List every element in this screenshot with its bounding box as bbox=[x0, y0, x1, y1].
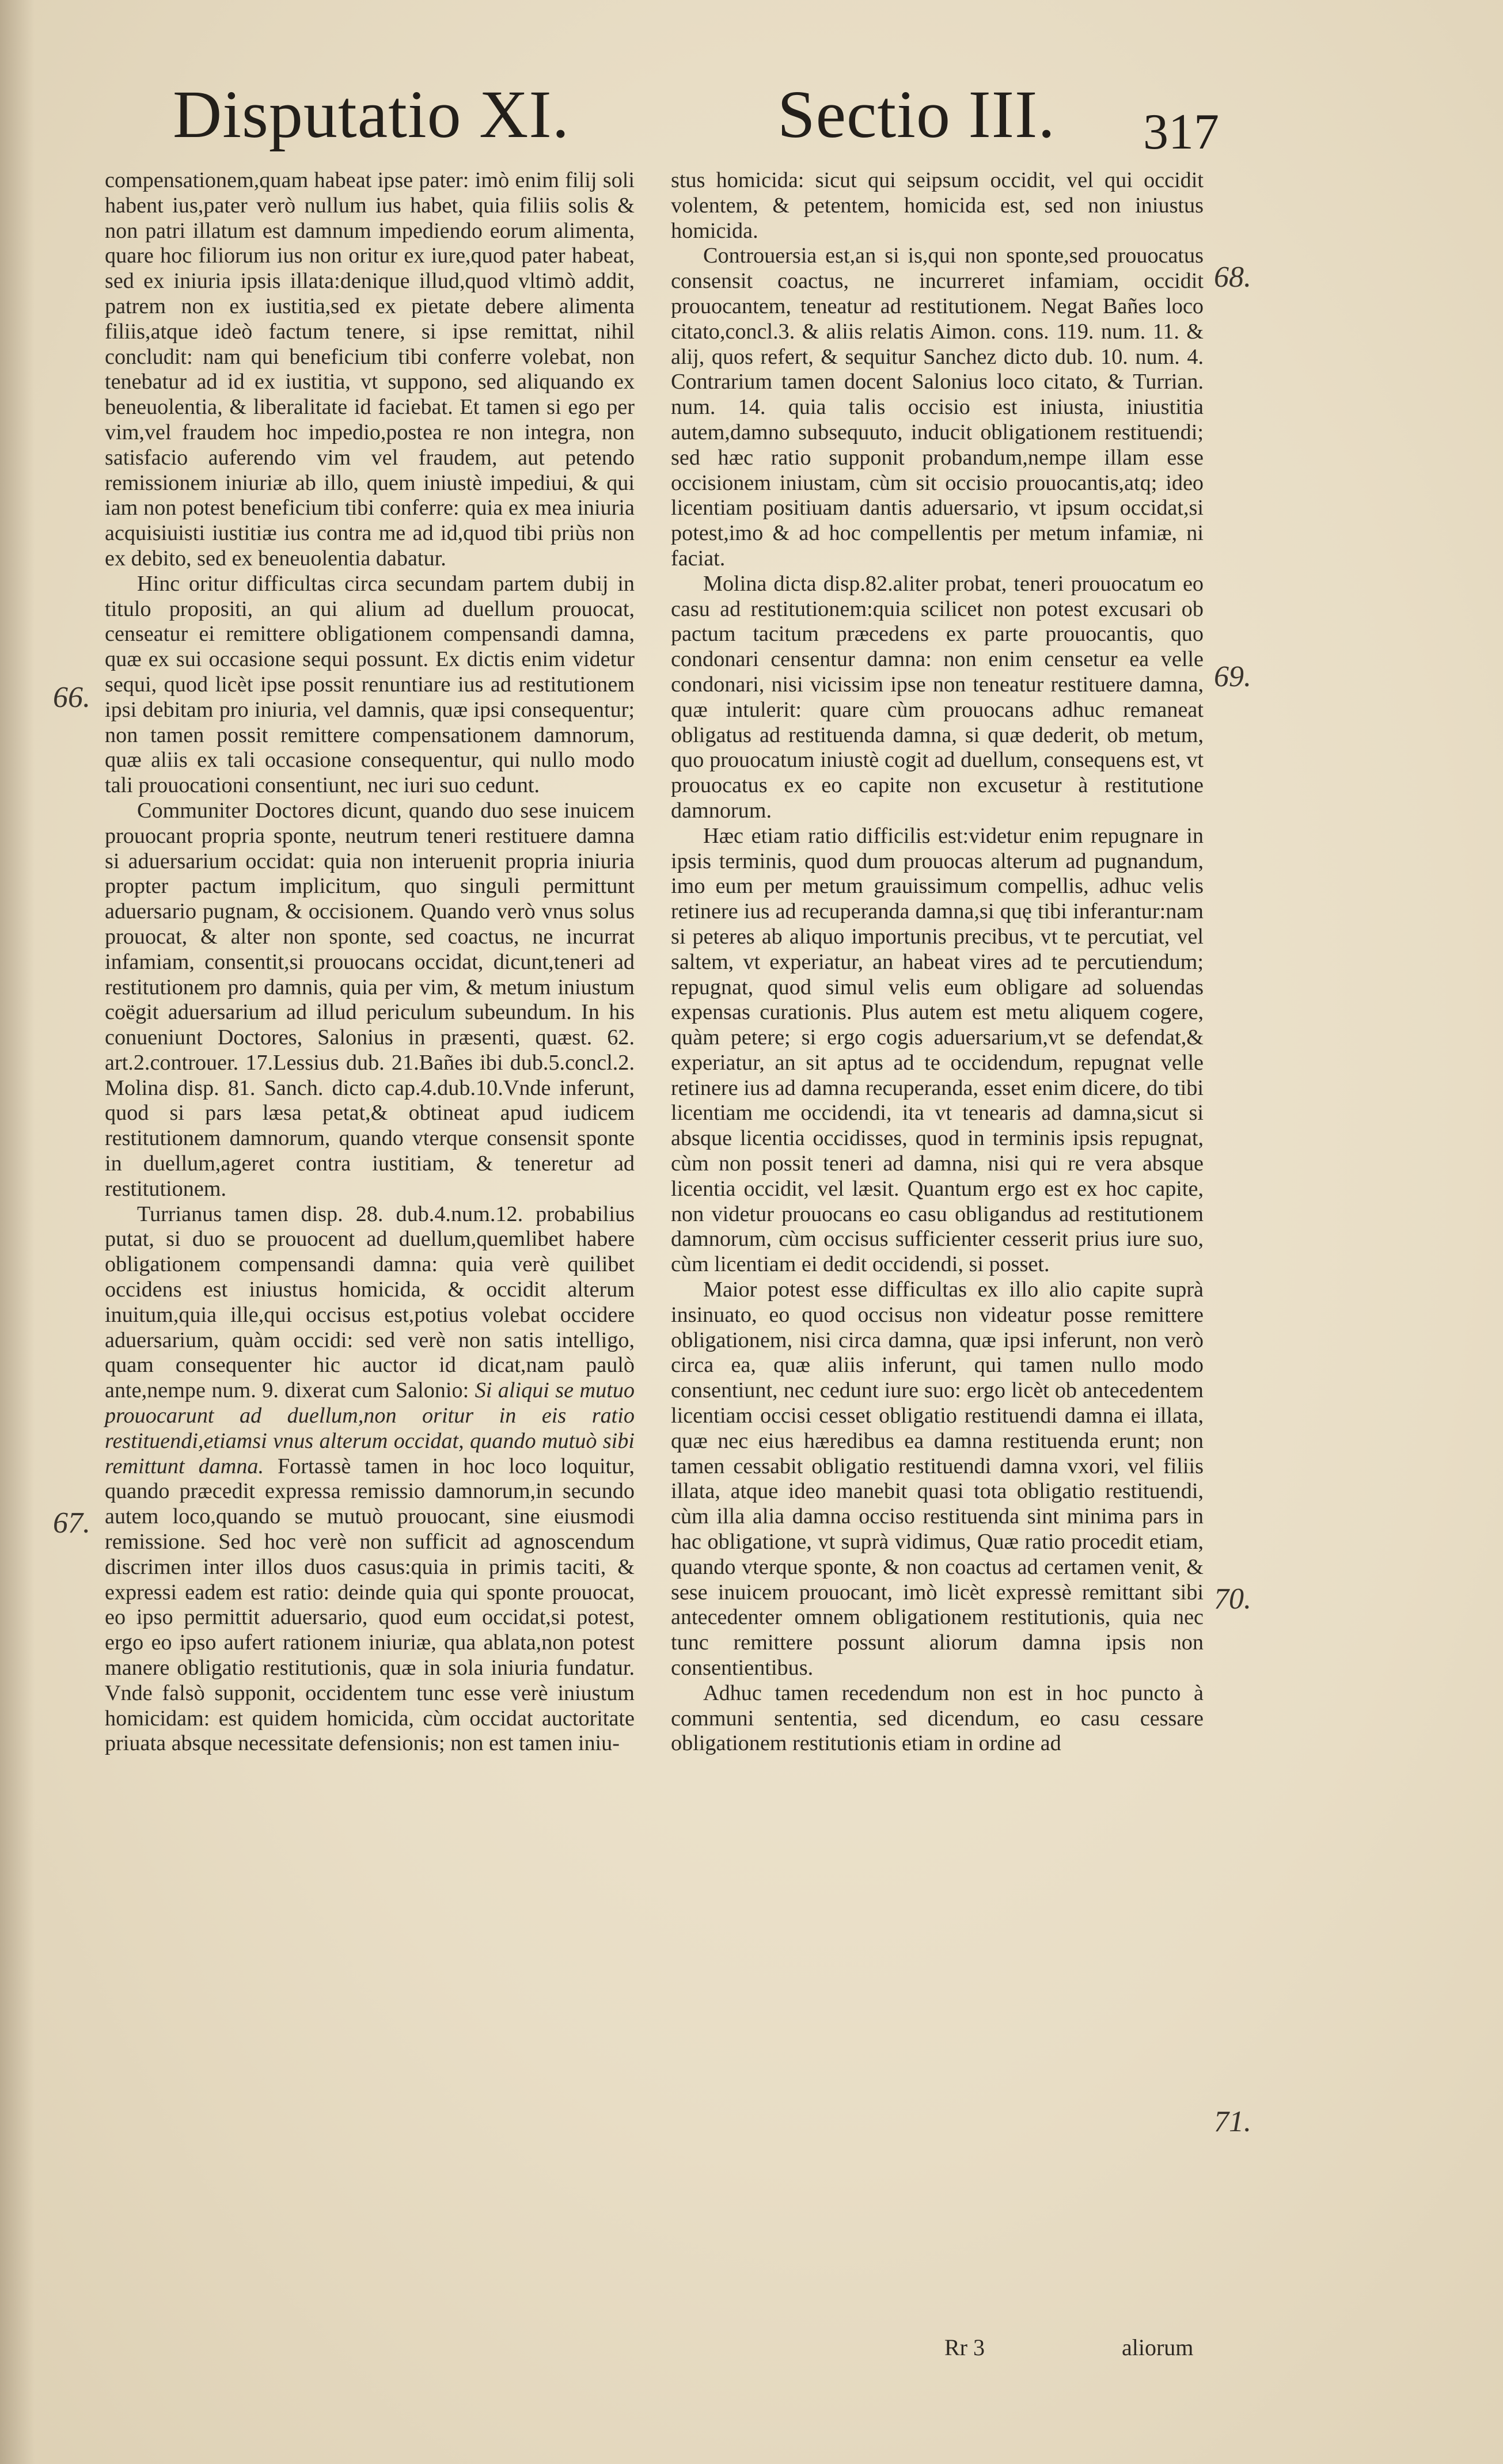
margin-number-66: 66. bbox=[53, 681, 90, 714]
paragraph bbox=[105, 1202, 635, 1757]
paragraph: Molina dicta disp.82.aliter probat, teneri prouocatum eo casu ad restitutionem:quia scilicet non potest excusari ob pactum tacitum præcedens ex parte prouocantis, quo condonari censentur damna: non enim censetur ea velle condonari, nisi vicissim ipse non teneatur restituere damna, quæ intulerit: quare cùm prouocans adhuc remaneat obligatus ad restituenda damna, si quæ dederit, ob metum, quo prouocatum iniustè cogit ad duellum, consequens est, vt prouocatus ex eo capite non excusetur à restitutione damnorum. bbox=[671, 571, 1204, 823]
page-number: 317 bbox=[1143, 104, 1219, 160]
margin-number-71: 71. bbox=[1214, 2105, 1251, 2138]
paragraph: stus homicida: sicut qui seipsum occidit, vel qui occidit volentem, & petentem, homicida est, sed non iniustus homicida. bbox=[671, 168, 1204, 243]
paragraph: compensationem,quam habeat ipse pater: imò enim filij soli habent ius,pater verò nullum ius habet, quia filiis solis & non patri illatum est damnum impediendo eorum alimenta, quare hoc filiorum ius non oritur ex iure,quod pater habeat, sed ex iniuria ipsis illata:denique illud,quod vltimò addit, patrem non ex iustitia,sed ex pietate debere alimenta filiis,atque ideò factum tenere, si ipse remittat, nihil concludit: nam qui beneficium tibi conferre volebat, non tenebatur ad id ex iustitia, vt suppono, sed aliquando ex beneuolentia, & liberalitate id faciebat. Et tamen si ego per vim,vel fraudem hoc impedio,postea re non integra, non satisfacio auferendo vim vel fraudem, aut petendo remissionem iniuriæ ab illo, quem iniustè impediui, & qui iam non potest beneficium tibi conferre: quia ex mea iniuria acquisiuisti iustitiæ ius contra me ad id,quod tibi priùs non ex debito, sed ex beneuolentia dabatur. bbox=[105, 168, 635, 571]
right-column bbox=[671, 168, 1204, 1756]
margin-number-70: 70. bbox=[1214, 1583, 1251, 1615]
paragraph: Hinc oritur difficultas circa secundam partem dubij in titulo propositi, an qui alium ad duellum prouocat, censeatur ei remittere obligationem compensandi damna, quæ ex sui occasione sequi possunt. Ex dictis enim videtur sequi, quod licèt ipse possit renuntiare ius ad restitutionem ipsi debitam pro iniuria, vel damnis, quæ ipsi consequentur; non tamen possit remittere compensationem damnorum, quæ aliis ex tali occasione consequentur, qui nullo modo tali prouocationi consentiunt, nec iuri suo cedunt. bbox=[105, 571, 635, 798]
paragraph: Adhuc tamen recedendum non est in hoc puncto à communi sententia, sed dicendum, eo casu cessare obligationem restitutionis etiam in ordine ad bbox=[671, 1680, 1204, 1756]
catchword: aliorum bbox=[1122, 2334, 1194, 2360]
section-title: Sectio III. bbox=[777, 77, 1056, 152]
paragraph: Hæc etiam ratio difficilis est:videtur enim repugnare in ipsis terminis, quod dum prouocas alterum ad pugnandum, imo eum per metum grauissimum compellis, adhuc velis retinere ius ad recuperanda damna,si quę tibi inferantur:nam si peteres ab aliquo importunis precibus, vt te percutiat, vel saltem, vt experiatur, an habeat vires ad te percutiendum; repugnat, quod simul velis eum obligare ad soluendas expensas curationis. Plus autem est metu aliquem cogere, quàm petere; si ergo cogis aduersarium,vt se defendat,& experiatur, an sit aptus ad te occidendum, repugnat velle retinere ius ad damna recuperanda, esset enim dicere, do tibi licentiam me occidendi, ita vt tenearis ad damna,sicut si absque licentia occidisses, quod in terminis ipsis repugnat, cùm non possit teneri ad damna, nisi qui re vera absque licentia occidit, vel læsit. Quantum ergo est ex hoc capite, non videtur prouocans eo casu obligandus ad restitutionem damnorum, cùm occisus sufficienter cesserit prius iure suo, cùm licentiam ei dedit occidendi, si posset. bbox=[671, 823, 1204, 1277]
running-title: Disputatio XI. bbox=[173, 77, 570, 152]
italic-quotation: Si aliqui se mutuo prouocarunt ad duellum,non oritur in eis ratio restituendi,etiamsi vnus alterum occidat, quando mutuò sibi remittunt damna. bbox=[105, 1378, 635, 1478]
paragraph: Maior potest esse difficultas ex illo alio capite suprà insinuato, eo quod occisus non videatur posse remittere obligationem, nisi circa damna, quæ ipsi inferunt, non verò circa ea, quæ aliis inferunt, qui tamen nullo modo consentiunt, nec cedunt iure suo: ergo licèt ob antecedentem licentiam occisi cesset obligatio restituendi damna ei illata, quæ nec eius hæredibus ea damna restituenda erunt; non tamen cessabit obligatio restituendi damna vxori, vel filiis illata, atque ideo manebit quasi tota obligatio restituendi, cùm illa alia damna occiso restituenda sint minima pars in hac obligatione, vt suprà vidimus, Quæ ratio procedit etiam, quando vterque sponte, & non coactus ad certamen venit, & sese inuicem prouocant, imò licèt expressè remittant sibi antecedenter omnem obligationem restitutionis, quia nec tunc remittere possunt aliorum damna ipsis non consentientibus. bbox=[671, 1277, 1204, 1680]
paragraph: Communiter Doctores dicunt, quando duo sese inuicem prouocant propria sponte, neutrum teneri restituere damna si aduersarium occidat: quia non interuenit propria iniuria propter pactum implicitum, quo singuli permittunt aduersario pugnam, & occisionem. Quando verò vnus solus prouocat, & alter non sponte, sed coactus, ne incurrat infamiam, consentit,si prouocans occidat, dicunt,teneri ad restitutionem pro damnis, quia per vim, & metum iniustum coëgit aduersarium ad illud periculum subeundum. In his conueniunt Doctores, Salonius in præsenti, quæst. 62. art.2.controuer. 17.Lessius dub. 21.Bañes ibi dub.5.concl.2. Molina disp. 81. Sanch. dicto cap.4.dub.10.Vnde inferunt, quod si pars læsa petat,& obtineat apud iudicem restitutionem damnorum, quando vterque consensit sponte in duellum,ageret contra iustitiam, & teneretur ad restitutionem. bbox=[105, 798, 635, 1201]
text-run: Turrianus tamen disp. 28. dub.4.num.12. probabilius putat, si duo se prouocent ad duellum,quemlibet habere obligationem compensandi damna: quia verè quilibet occidens est iniustus homicida, & occidit alterum inuitum,quia ille,qui occisus est,potius volebat occidere aduersarium, quàm occidi: sed verè non satis intelligo, quam consequenter hic auctor id dicat,nam paulò ante,nempe num. 9. dixerat cum Salonio: bbox=[105, 1201, 635, 1403]
spine-shadow bbox=[0, 0, 35, 2464]
margin-number-67: 67. bbox=[53, 1507, 90, 1539]
margin-number-69: 69. bbox=[1214, 660, 1251, 693]
signature-mark: Rr 3 bbox=[944, 2334, 985, 2360]
text-run: Fortassè tamen in hoc loco loquitur, quando præcedit expressa remissio damnorum,in secundo autem loco,quando se mutuò prouocant, sine eiusmodi remissione. Sed hoc verè non sufficit ad agnoscendum discrimen inter illos duos casus:quia in primis taciti, & expressi eadem est ratio: deinde quia qui sponte prouocat, eo ipso permittit aduersario, quod eum occidat,si potest, ergo eo ipso aufert rationem iniuriæ, qua ablata,non potest manere obligatio restitutionis, quæ in sola iniuria fundatur. Vnde falsò supponit, occidentem tunc esse verè iniustum homicidam: est quidem homicida, cùm occidat auctoritate priuata absque necessitate defensionis; non est tamen iniu- bbox=[105, 1454, 635, 1756]
left-column bbox=[105, 168, 635, 1756]
paragraph: Controuersia est,an si is,qui non sponte,sed prouocatus consensit coactus, ne incurreret infamiam, occidit prouocantem, teneatur ad restitutionem. Negat Bañes loco citato,concl.3. & aliis relatis Aimon. cons. 119. num. 11. & alij, quos refert, & sequitur Sanchez dicto dub. 10. num. 4. Contrarium tamen docent Salonius loco citato, & Turrian. num. 14. quia talis occisio est iniusta, iniustitia autem,damno subsequuto, inducit obligationem restituendi; sed hæc ratio supponit probandum,nempe illam esse occisionem iniustam, cùm sit occisio prouocantis,atq; ideo licentiam positiuam dantis aduersario, vt ipsum occidat,si potest,imo & ad hoc compellentis per metum infamiæ, ni faciat. bbox=[671, 244, 1204, 571]
margin-number-68: 68. bbox=[1214, 261, 1251, 294]
